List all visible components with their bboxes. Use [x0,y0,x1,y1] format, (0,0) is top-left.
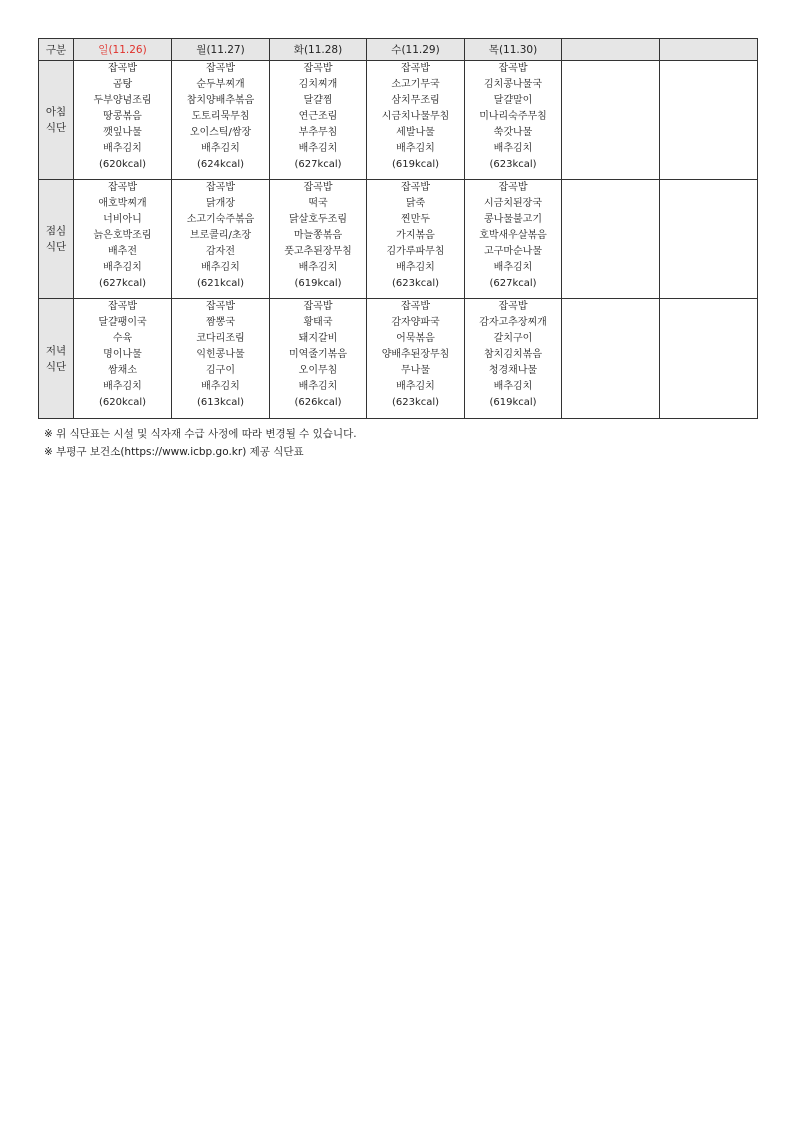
menu-cell [660,299,758,419]
menu-item: 잡곡밥 [206,63,235,74]
menu-item: 어묵볶음 [396,333,435,344]
menu-item: 짬뽕국 [206,317,235,328]
menu-cell [465,180,562,299]
dinner-label [39,299,74,419]
calorie-label: (620kcal) [98,159,147,170]
menu-item: 시금치나물무침 [381,111,450,122]
menu-item: 도토리묵무침 [191,111,250,122]
menu-item: 잡곡밥 [498,301,528,312]
menu-item: 잡곡밥 [498,63,528,74]
menu-item: 풋고추된장무침 [284,246,352,257]
menu-item: 소고기무국 [391,79,440,90]
menu-item: 배추김치 [103,143,142,154]
menu-item: 삼치무조림 [391,95,440,106]
menu-item: 가지볶음 [396,230,435,241]
menu-item: 호박새우살볶음 [479,230,547,241]
menu-item: 깻잎나물 [103,127,142,138]
menu-item: 너비아니 [103,214,142,225]
calorie-label: (623kcal) [489,159,537,170]
menu-item: 닭살호두조림 [289,214,347,225]
menu-item: 연근조림 [298,111,338,122]
meal-label-line: 아침 [45,106,67,118]
menu-item: 청경채나물 [488,365,538,376]
footnote-source: ※ 부평구 보건소(https://www.icbp.go.kr) 제공 식단표 [44,446,304,458]
calorie-label: (613kcal) [196,397,245,408]
menu-item: 곰탕 [112,79,133,90]
day-header-tuesday: 화(11.28) [270,39,367,61]
menu-item: 부추무침 [298,127,338,138]
menu-item: 브로콜리/초장 [189,230,252,241]
menu-item: 갈치구이 [493,333,533,344]
menu-item: 쑥갓나물 [493,127,533,138]
menu-cell [367,180,465,299]
calorie-label: (620kcal) [98,397,147,408]
meal-label-line: 점심 [45,225,67,237]
menu-item: 김가루파무침 [386,246,445,257]
menu-item: 쌈채소 [108,365,137,376]
menu-cell [562,61,660,180]
menu-cell [660,180,758,299]
footnotes [44,425,357,461]
menu-item: 잡곡밥 [303,182,333,193]
menu-cell [562,180,660,299]
menu-item: 잡곡밥 [303,63,333,74]
menu-item: 배추김치 [298,262,338,273]
calorie-label: (627kcal) [294,159,342,170]
menu-item: 배추김치 [201,143,240,154]
menu-cell [74,180,172,299]
menu-item: 양배추된장무침 [381,349,450,360]
lunch-label [39,180,74,299]
menu-cell [465,61,562,180]
menu-item: 달걀찜 [303,95,333,106]
menu-item: 김치콩나물국 [484,79,542,90]
menu-item: 참치김치볶음 [484,349,542,360]
menu-item: 두부양념조림 [93,95,152,106]
calorie-label: (623kcal) [391,397,440,408]
menu-item: 배추김치 [493,381,533,392]
calorie-label: (619kcal) [294,278,342,289]
menu-item: 오이무침 [298,365,338,376]
menu-cell [270,61,367,180]
menu-cell [270,180,367,299]
meal-label-line: 식단 [45,360,67,373]
menu-item: 배추전 [108,246,137,257]
breakfast-label [39,61,74,180]
day-header-thursday: 목(11.30) [465,39,562,61]
menu-item: 애호박찌개 [98,198,147,209]
calorie-label: (626kcal) [294,397,342,408]
menu-item: 잡곡밥 [401,301,430,312]
menu-cell [74,299,172,419]
menu-item: 시금치된장국 [484,198,542,209]
menu-item: 배추김치 [298,381,338,392]
menu-item: 고구마순나물 [484,246,542,257]
footnote-change-notice: ※ 위 식단표는 시설 및 식자재 수급 사정에 따라 변경될 수 있습니다. [44,428,357,440]
breakfast-row [39,61,758,180]
menu-cell [172,61,270,180]
menu-item: 잡곡밥 [303,301,333,312]
menu-item: 배추김치 [103,381,142,392]
category-header: 구분 [39,39,74,61]
menu-item: 잡곡밥 [206,301,235,312]
calorie-label: (624kcal) [196,159,245,170]
menu-item: 세발나물 [396,127,435,138]
menu-item: 잡곡밥 [206,182,235,193]
calorie-label: (621kcal) [196,278,245,289]
menu-item: 감자양파국 [391,317,440,328]
calorie-label: (619kcal) [391,159,440,170]
day-header-monday: 월(11.27) [172,39,270,61]
menu-item: 달걀팽이국 [98,317,147,328]
menu-item: 닭개장 [206,198,235,209]
menu-item: 잡곡밥 [108,301,137,312]
menu-item: 배추김치 [493,143,533,154]
menu-item: 배추김치 [103,262,142,273]
menu-item: 잡곡밥 [108,182,137,193]
meal-label-line: 식단 [45,122,67,134]
menu-item: 코다리조림 [196,333,245,344]
menu-item: 감자고추장찌개 [479,317,547,328]
header-row [39,39,758,61]
menu-item: 닭죽 [405,198,426,209]
menu-item: 감자전 [206,246,235,257]
menu-item: 배추김치 [298,143,338,154]
menu-item: 황태국 [303,317,333,328]
menu-item: 참치양배추볶음 [186,95,255,106]
menu-item: 김구이 [206,365,235,376]
menu-cell [660,61,758,180]
meal-label-line: 식단 [45,241,67,253]
menu-item: 배추김치 [201,262,240,273]
day-header-empty-2 [660,39,758,61]
menu-cell [465,299,562,419]
dinner-row [39,299,758,419]
menu-item: 잡곡밥 [401,63,430,74]
menu-item: 늙은호박조림 [93,230,152,241]
menu-item: 소고기숙주볶음 [186,214,255,225]
menu-item: 땅콩볶음 [103,111,142,122]
menu-item: 김치찌개 [298,79,338,90]
menu-cell [172,299,270,419]
menu-item: 달걀말이 [493,95,533,106]
menu-item: 명이나물 [103,349,142,360]
menu-item: 배추김치 [201,381,240,392]
menu-cell [562,299,660,419]
menu-cell [172,180,270,299]
menu-item: 마늘쫑볶음 [293,230,343,241]
menu-item: 잡곡밥 [108,63,137,74]
menu-cell [367,61,465,180]
calorie-label: (623kcal) [391,278,440,289]
menu-item: 배추김치 [396,262,435,273]
menu-item: 떡국 [308,198,328,209]
menu-item: 잡곡밥 [498,182,528,193]
calorie-label: (627kcal) [489,278,537,289]
calorie-label: (619kcal) [489,397,537,408]
menu-item: 미나리숙주무침 [479,111,547,122]
day-header-wednesday: 수(11.29) [367,39,465,61]
day-header-sunday: 일(11.26) [74,39,172,61]
lunch-row [39,180,758,299]
day-header-empty-1 [562,39,660,61]
menu-cell [74,61,172,180]
menu-item: 배추김치 [396,143,435,154]
menu-item: 수육 [112,333,133,344]
menu-item: 배추김치 [493,262,533,273]
menu-item: 순두부찌개 [196,79,245,90]
menu-item: 미역줄기볶음 [289,349,347,360]
menu-item: 배추김치 [396,381,435,392]
menu-item: 잡곡밥 [401,182,430,193]
menu-item: 돼지갈비 [298,333,338,344]
meal-label-line: 저녁 [45,344,67,357]
menu-item: 무나물 [401,365,430,376]
calorie-label: (627kcal) [98,278,147,289]
menu-cell [270,299,367,419]
menu-item: 오이스틱/쌈장 [189,127,252,138]
menu-item: 콩나물불고기 [484,214,542,225]
menu-cell [367,299,465,419]
menu-item: 익힌콩나물 [196,349,245,360]
meal-plan-table [38,38,758,419]
menu-item: 찐만두 [401,214,430,225]
